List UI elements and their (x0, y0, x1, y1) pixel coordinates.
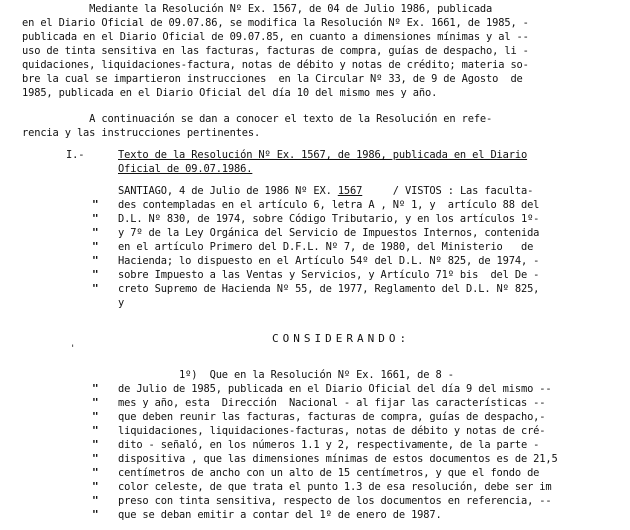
point-line: dispositiva , que las dimensiones mínimas de estos documentos es de 21,5 (118, 453, 558, 465)
continuation-line: A continuación se dan a conocer el texto de la Resolución en refe- (22, 113, 493, 125)
vistos-line (118, 184, 533, 198)
margin-mark: " (92, 396, 99, 409)
margin-mark: " (92, 438, 99, 451)
intro-line: uso de tinta sensitiva en las facturas, facturas de compra, guías de despacho, li - (22, 45, 529, 57)
point-line: que se deban emitir a contar del 1º de enero de 1987. (118, 509, 442, 521)
margin-mark: " (92, 424, 99, 437)
margin-mark: " (92, 494, 99, 507)
margin-tick: ' (70, 344, 76, 354)
intro-line: en el Diario Oficial de 09.07.86, se modifica la Resolución Nº Ex. 1661, de 1985, - (22, 17, 529, 29)
margin-mark: " (92, 480, 99, 493)
margin-mark: " (92, 268, 99, 281)
vistos-line: y 7º de la Ley Orgánica del Servicio de Impuestos Internos, contenida (118, 227, 540, 239)
margin-mark: " (92, 212, 99, 225)
vistos-line: en el artículo Primero del D.F.L. Nº 7, de 1980, del Ministerio de (118, 241, 534, 253)
point-line: que deben reunir las facturas, facturas de compra, guías de despacho,- (118, 411, 546, 423)
margin-mark: " (92, 382, 99, 395)
margin-mark: " (92, 452, 99, 465)
margin-mark: " (92, 198, 99, 211)
margin-mark: " (92, 226, 99, 239)
vistos-line: D.L. Nº 830, de 1974, sobre Código Tributario, y en los artículos 1º- (118, 213, 540, 225)
vistos-line: sobre Impuesto a las Ventas y Servicios, y Artículo 71º bis del De - (118, 269, 540, 281)
margin-mark: " (92, 508, 99, 521)
vistos-line: creto Supremo de Hacienda Nº 55, de 1977, Reglamento del D.L. Nº 825, (118, 283, 540, 295)
margin-mark: " (92, 410, 99, 423)
section-number: I.- (66, 149, 85, 161)
margin-mark: " (92, 254, 99, 267)
point-line: de Julio de 1985, publicada en el Diario Oficial del día 9 del mismo -- (118, 383, 552, 395)
point-line: mes y año, esta Dirección Nacional - al fijar las características -- (118, 397, 546, 409)
point-line: centímetros de ancho con un alto de 15 centímetros, y que el fondo de (118, 467, 540, 479)
margin-mark: " (92, 240, 99, 253)
vistos-text: / VISTOS : Las faculta- (362, 185, 534, 197)
point-line: preso con tinta sensitiva, respecto de los documentos en referencia, -- (118, 495, 552, 507)
intro-line: 1985, publicada en el Diario Oficial del día 10 del mismo mes y año. (22, 87, 438, 99)
point-line: color celeste, de que trata el punto 1.3 de esa resolución, debe ser im (118, 481, 552, 493)
margin-mark: " (92, 282, 99, 295)
margin-mark: " (92, 466, 99, 479)
section-title: Oficial de 09.07.1986. (118, 163, 253, 175)
point-line: 1º) Que en la Resolución Nº Ex. 1661, de 8 - (118, 369, 454, 381)
continuation-line: rencia y las instrucciones pertinentes. (22, 127, 261, 139)
intro-line: Mediante la Resolución Nº Ex. 1567, de 04 de Julio 1986, publicada (22, 3, 493, 15)
considerando-heading: CONSIDERANDO: (272, 332, 411, 345)
vistos-line: Hacienda; lo dispuesto en el Artículo 54º del D.L. Nº 825, de 1974, - (118, 255, 540, 267)
vistos-line: des contempladas en el artículo 6, letra A , Nº 1, y artículo 88 del (118, 199, 540, 211)
point-line: liquidaciones, liquidaciones-facturas, notas de débito y notas de cré- (118, 425, 546, 437)
vistos-date: SANTIAGO, 4 de Julio de 1986 Nº EX. (118, 185, 338, 197)
resolution-number: 1567 (337, 185, 363, 197)
section-title: Texto de la Resolución Nº Ex. 1567, de 1986, publicada en el Diario (118, 149, 528, 161)
vistos-line: y (118, 297, 125, 309)
intro-line: bre la cual se impartieron instrucciones en la Circular Nº 33, de 9 de Agosto de (22, 73, 523, 85)
intro-line: publicada en el Diario Oficial de 09.07.85, en cuanto a dimensiones mínimas y al -- (22, 31, 529, 43)
intro-line: quidaciones, liquidaciones-factura, notas de débito y notas de crédito; materia so- (22, 59, 529, 71)
point-line: dito - señaló, en los números 1.1 y 2, respectivamente, de la parte - (118, 439, 540, 451)
